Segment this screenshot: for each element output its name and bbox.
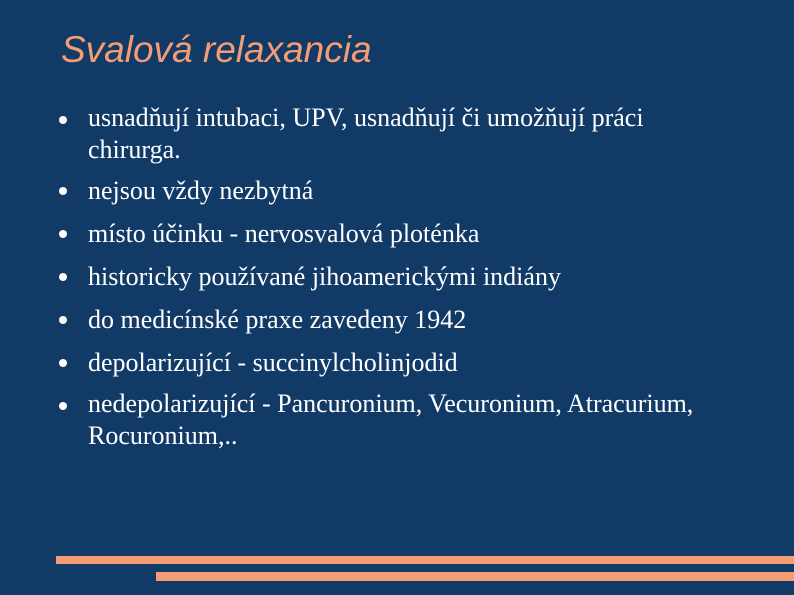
bullet-item — [58, 216, 718, 252]
bullet-dot-icon — [59, 316, 67, 324]
bullet-dot-icon — [59, 187, 67, 195]
bullet-item — [58, 102, 718, 166]
bullet-text: místo účinku - nervosvalová ploténka — [88, 219, 480, 248]
bullet-dot-icon — [59, 116, 67, 124]
decorative-bar-bottom — [156, 572, 794, 581]
bullet-dot-icon — [59, 402, 67, 410]
bullet-item — [58, 173, 718, 209]
decorative-bar-top — [56, 556, 794, 564]
bullet-text: nedepolarizující - Pancuronium, Vecuronium, Atracurium, Rocuronium,.. — [88, 389, 694, 450]
bullet-item — [58, 302, 718, 338]
bullet-text: nejsou vždy nezbytná — [88, 176, 314, 205]
bullet-text: usnadňují intubaci, UPV, usnadňují či umožňují práci chirurga. — [88, 103, 644, 164]
slide-title: Svalová relaxancia — [61, 29, 372, 70]
bullet-dot-icon — [59, 359, 67, 367]
bullet-text: depolarizující - succinylcholinjodid — [88, 348, 458, 377]
bullet-item — [58, 345, 718, 381]
bullet-dot-icon — [59, 230, 67, 238]
bullet-dot-icon — [59, 273, 67, 281]
bullet-text: historicky používané jihoamerickými indiány — [88, 262, 561, 291]
bullet-text: do medicínské praxe zavedeny 1942 — [88, 305, 467, 334]
bullet-list — [58, 102, 718, 459]
bullet-item — [58, 259, 718, 295]
bullet-item — [58, 388, 718, 452]
